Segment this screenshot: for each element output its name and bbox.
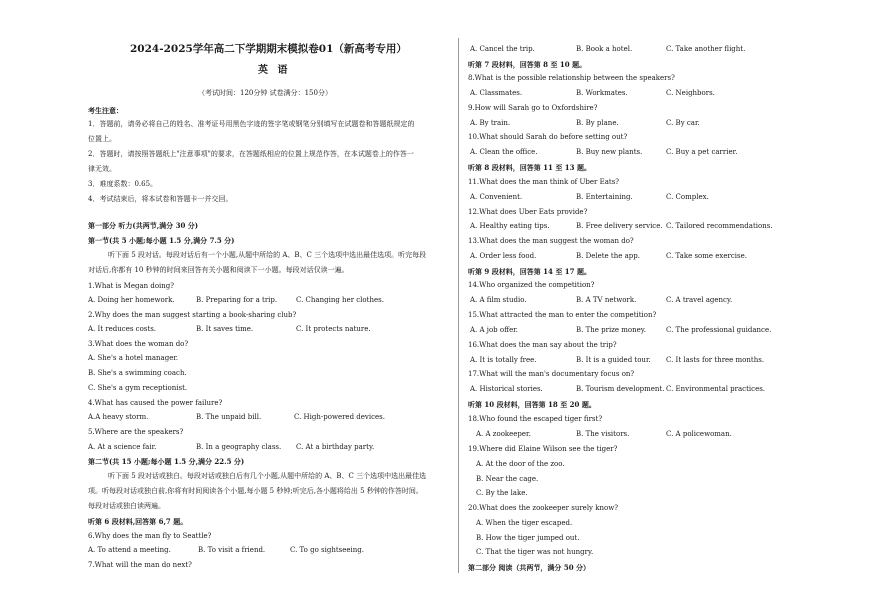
option-a: A. To attend a meeting.	[88, 546, 171, 554]
question-3-option-b: B. She's a swimming coach.	[88, 369, 187, 377]
option-b: B. The visitors.	[576, 430, 630, 438]
option-a: A. It reduces costs.	[88, 325, 157, 333]
option-b: B. By plane.	[576, 119, 619, 127]
option-b: B. A TV network.	[576, 296, 637, 304]
option-a: A. Clean the office.	[470, 148, 538, 156]
option-b: B. The unpaid bill.	[196, 413, 262, 421]
question-9: 9.How will Sarah go to Oxfordshire?	[468, 104, 598, 112]
option-b: B. Free delivery service.	[576, 222, 663, 230]
part1-heading: 第一部分 听力(共两节,满分 30 分)	[88, 221, 199, 230]
question-20-option-b: B. How the tiger jumped out.	[476, 534, 580, 542]
option-b: B. In a geography class.	[196, 443, 282, 451]
material-7-heading: 听第 7 段材料，回答第 8 至 10 题。	[468, 60, 587, 69]
question-19-option-a: A. At the door of the zoo.	[476, 460, 565, 468]
option-c: C. At a birthday party.	[296, 443, 375, 451]
option-b: B. Preparing for a trip.	[196, 296, 278, 304]
option-b: B. To visit a friend.	[198, 546, 266, 554]
note-1b: 位置上。	[88, 135, 116, 143]
option-b: B. It is a guided tour.	[576, 356, 651, 364]
section2-instructions-b: 项。听每段对话或独白前,你将有时间阅读各个小题,每小题 5 秒钟;听完后,各小题将给出 5 秒钟的作答时间。	[88, 487, 423, 495]
option-a: A. Classmates.	[470, 89, 523, 97]
option-b: B. Book a hotel.	[576, 45, 633, 53]
notes-heading: 考生注意：	[88, 106, 123, 115]
option-b: B. Buy new plants.	[576, 148, 643, 156]
option-c: C. High-powered devices.	[294, 413, 385, 421]
question-15: 15.What attracted the man to enter the competition?	[468, 311, 657, 319]
option-a: A. Healthy eating tips.	[470, 222, 550, 230]
option-c: C. A policewoman.	[666, 430, 732, 438]
question-3-option-c: C. She's a gym receptionist.	[88, 384, 188, 392]
question-14: 14.Who organized the competition?	[468, 281, 595, 289]
question-4: 4.What has caused the power failure?	[88, 399, 223, 407]
option-c: C. To go sightseeing.	[290, 546, 365, 554]
question-20-option-a: A. When the tiger escaped.	[476, 519, 573, 527]
option-c: C. The professional guidance.	[666, 326, 772, 334]
material-9-heading: 听第 9 段材料，回答第 14 至 17 题。	[468, 267, 591, 276]
question-7: 7.What will the man do next?	[88, 561, 192, 569]
option-a: A. Doing her homework.	[88, 296, 175, 304]
note-1a: 1．答题前，请务必将自己的姓名、准考证号用黑色字迹的签字笔或钢笔分别填写在试题卷和答题纸规定的	[88, 120, 415, 128]
section1-instructions-a: 听下面 5 段对话。每段对话后有一个小题,从题中所给的 A、B、C 三个选项中选出最佳选项。听完每段	[108, 251, 427, 259]
option-a: A. A job offer.	[470, 326, 519, 334]
option-a: A. It is totally free.	[470, 356, 537, 364]
option-a: A. Order less food.	[470, 252, 537, 260]
subject-title: 英 语	[258, 65, 291, 76]
section2-heading: 第二节(共 15 小题;每小题 1.5 分,满分 22.5 分)	[88, 457, 245, 466]
section1-instructions-b: 对话后,你都有 10 秒钟的时间来回答有关小题和阅读下一小题。每段对话仅读一遍。	[88, 266, 349, 274]
option-a: A. Historical stories.	[470, 385, 543, 393]
question-5: 5.Where are the speakers?	[88, 428, 184, 436]
option-b: B. Tourism development.	[576, 385, 665, 393]
note-2b: 律无效。	[88, 165, 116, 173]
option-c: C. Neighbors.	[666, 89, 715, 97]
option-a: A. Convenient.	[470, 193, 523, 201]
option-b: B. Entertaining.	[576, 193, 633, 201]
option-c: C. Take another flight.	[666, 45, 746, 53]
option-c: C. Complex.	[666, 193, 709, 201]
option-c: C. Tailored recommendations.	[666, 222, 773, 230]
section2-instructions-c: 每段对话或独白读两遍。	[88, 502, 165, 510]
option-a: A. Cancel the trip.	[470, 45, 535, 53]
option-a: A.A heavy storm.	[88, 413, 149, 421]
note-2a: 2．答题时，请按照答题纸上"注意事项"的要求，在答题纸相应的位置上规范作答，在本试题卷上的作答一	[88, 150, 414, 158]
question-8: 8.What is the possible relationship between the speakers?	[468, 74, 675, 82]
question-3: 3.What does the woman do?	[88, 340, 189, 348]
material-8-heading: 听第 8 段材料，回答第 11 至 13 题。	[468, 163, 591, 172]
section2-instructions-a: 听下面 5 段对话或独白。每段对话或独白后有几个小题,从题中所给的 A、B、C 三个选项中选出最佳选	[108, 472, 427, 480]
option-b: B. The prize money.	[576, 326, 647, 334]
option-a: A. A zookeeper.	[476, 430, 531, 438]
option-c: C. Environmental practices.	[666, 385, 766, 393]
option-b: B. Workmates.	[576, 89, 628, 97]
question-19: 19.Where did Elaine Wilson see the tiger?	[468, 445, 618, 453]
option-c: C. A travel agency.	[666, 296, 733, 304]
question-3-option-a: A. She's a hotel manager.	[88, 354, 179, 362]
question-13: 13.What does the man suggest the woman do?	[468, 237, 634, 245]
question-16: 16.What does the man say about the trip?	[468, 341, 617, 349]
option-c: C. It protects nature.	[296, 325, 371, 333]
option-c: C. It lasts for three months.	[666, 356, 765, 364]
exam-title: 2024-2025学年高二下学期期末模拟卷01（新高考专用）	[130, 43, 407, 55]
column-divider	[458, 38, 459, 573]
note-4: 4．考试结束后，将本试卷和答题卡一并交回。	[88, 195, 233, 203]
question-19-option-c: C. By the lake.	[476, 489, 528, 497]
material-10-heading: 听第 10 段材料，回答第 18 至 20 题。	[468, 400, 596, 409]
option-c: C. Changing her clothes.	[296, 296, 384, 304]
question-1: 1.What is Megan doing?	[88, 282, 175, 290]
option-b: B. It saves time.	[196, 325, 254, 333]
question-20-option-c: C. That the tiger was not hungry.	[476, 548, 594, 556]
option-b: B. Delete the app.	[576, 252, 640, 260]
question-19-option-b: B. Near the cage.	[476, 475, 539, 483]
option-a: A. By train.	[470, 119, 511, 127]
option-c: C. Buy a pet carrier.	[666, 148, 738, 156]
option-c: C. By car.	[666, 119, 700, 127]
question-18: 18.Who found the escaped tiger first?	[468, 415, 603, 423]
option-a: A. A film studio.	[470, 296, 527, 304]
question-12: 12.What does Uber Eats provide?	[468, 208, 588, 216]
exam-info: （考试时间：120分钟 试卷满分：150分）	[198, 89, 332, 97]
section1-heading: 第一节(共 5 小题;每小题 1.5 分,满分 7.5 分)	[88, 236, 235, 245]
option-c: C. Take some exercise.	[666, 252, 747, 260]
option-a: A. At a science fair.	[88, 443, 157, 451]
question-6: 6.Why does the man fly to Seattle?	[88, 532, 212, 540]
question-20: 20.What does the zookeeper surely know?	[468, 504, 618, 512]
material-6-heading: 听第 6 段材料,回答第 6,7 题。	[88, 517, 188, 526]
question-17: 17.What will the man's documentary focus on?	[468, 370, 635, 378]
question-11: 11.What does the man think of Uber Eats?	[468, 178, 620, 186]
question-2: 2.Why does the man suggest starting a book-sharing club?	[88, 311, 297, 319]
note-3: 3．难度系数：0.65。	[88, 180, 158, 188]
question-10: 10.What should Sarah do before setting out?	[468, 133, 628, 141]
part2-heading: 第二部分 阅读（共两节，满分 50 分）	[468, 563, 591, 572]
